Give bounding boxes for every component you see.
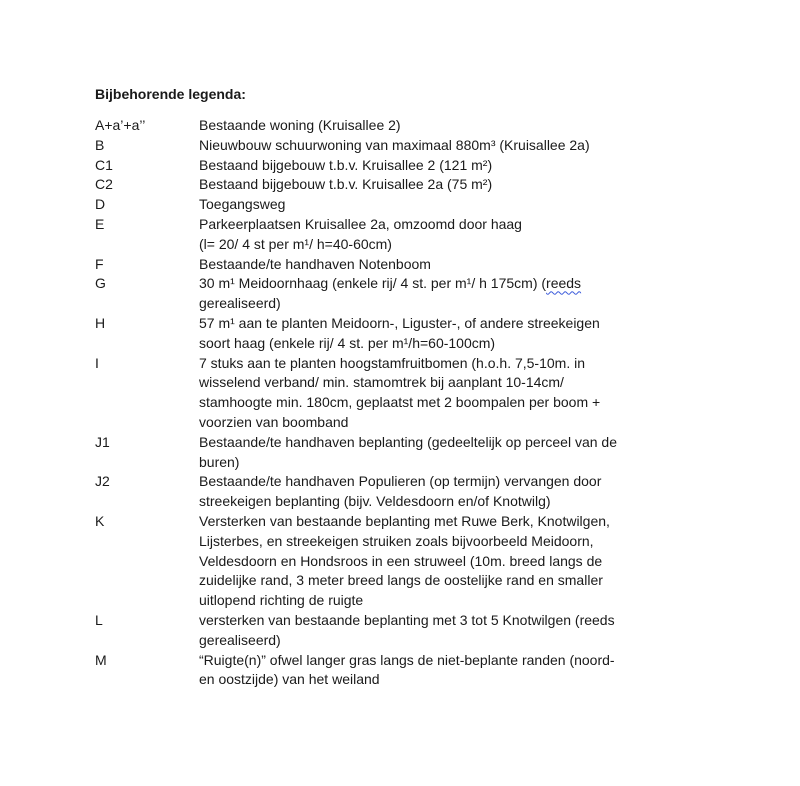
legend-description-part: 30 m¹ Meidoornhaag (enkele rij/ 4 st. per m¹/ h 175cm) (: [199, 275, 547, 292]
legend-list: [95, 116, 655, 690]
legend-item-a: [95, 116, 655, 136]
legend-code: M: [95, 651, 107, 668]
legend-code: A+a’+a’’: [95, 117, 146, 133]
legend-code: E: [95, 215, 105, 232]
legend-item-e: [95, 215, 655, 255]
legend-description: Bestaand bijgebouw t.b.v. Kruisallee 2 (121 m²): [199, 156, 493, 173]
spellcheck-marked-word[interactable]: reeds: [546, 275, 582, 292]
legend-code: H: [95, 314, 106, 331]
legend-code: I: [95, 354, 99, 371]
legend-item-j1: [95, 433, 655, 473]
legend-code: C2: [95, 176, 113, 193]
legend-description: versterken van bestaande beplanting met 3 tot 5 Knotwilgen (reeds gerealiseerd): [199, 611, 615, 648]
legend-item-l: [95, 611, 655, 651]
legend-description: Bestaand bijgebouw t.b.v. Kruisallee 2a (75 m²): [199, 176, 493, 193]
legend-code: L: [95, 611, 103, 628]
legend-description: Bestaande/te handhaven beplanting (gedeeltelijk op perceel van de buren): [199, 433, 617, 470]
legend-description: Bestaande/te handhaven Populieren (op termijn) vervangen door streekeigen beplanting (bijv. Veldesdoorn en/of Knotwilg): [199, 473, 602, 510]
legend-item-g: [95, 274, 655, 314]
legend-code: K: [95, 512, 105, 529]
legend-item-f: [95, 255, 655, 275]
legend-description: Parkeerplaatsen Kruisallee 2a, omzoomd door haag (l= 20/ 4 st per m¹/ h=40-60cm): [199, 215, 522, 252]
legend-description: “Ruigte(n)” ofwel langer gras langs de niet-beplante randen (noord- en oostzijde) van het weiland: [199, 651, 615, 688]
legend-item-h: [95, 314, 655, 354]
legend-description-part: gerealiseerd): [199, 295, 281, 312]
legend-item-c1: [95, 156, 655, 176]
legend-description: [199, 274, 655, 314]
legend-description: Nieuwbouw schuurwoning van maximaal 880m³ (Kruisallee 2a): [199, 136, 590, 153]
legend-code: D: [95, 196, 106, 213]
legend-item-m: [95, 651, 655, 691]
legend-item-k: [95, 512, 655, 611]
legend-code: J2: [95, 473, 110, 490]
legend-description: Toegangsweg: [199, 196, 286, 213]
legend-description: Bestaande woning (Kruisallee 2): [199, 117, 401, 133]
legend-code: G: [95, 275, 106, 292]
legend-item-i: [95, 354, 655, 433]
legend-description: 57 m¹ aan te planten Meidoorn-, Liguster-, of andere streekeigen soort haag (enkele rij/ 4 st. per m¹/h=60-100cm): [199, 314, 600, 351]
legend-description: 7 stuks aan te planten hoogstamfruitbomen (h.o.h. 7,5-10m. in wisselend verband/ min. stamomtrek bij aanplant 10-14cm/ stamhoogte min. 180cm, geplaatst met 2 boompalen per boom + voorzien van boomband: [199, 354, 601, 430]
legend-item-b: [95, 136, 655, 156]
legend-item-d: [95, 195, 655, 215]
legend-description: Versterken van bestaande beplanting met Ruwe Berk, Knotwilgen, Lijsterbes, en streekeigen struiken zoals bijvoorbeeld Meidoorn, Veldesdoorn en Hondsroos in een struweel (10m. breed langs de zuidelijke rand, 3 meter breed langs de oostelijke rand en smaller uitlopend richting de ruigte: [199, 512, 610, 609]
legend-code: B: [95, 136, 105, 153]
legend-item-j2: [95, 472, 655, 512]
legend-code: F: [95, 255, 104, 272]
legend-code: C1: [95, 156, 113, 173]
legend-code: J1: [95, 433, 110, 450]
legend-item-c2: [95, 175, 655, 195]
legend-heading: Bijbehorende legenda:: [95, 86, 246, 102]
legend-description: Bestaande/te handhaven Notenboom: [199, 255, 431, 272]
